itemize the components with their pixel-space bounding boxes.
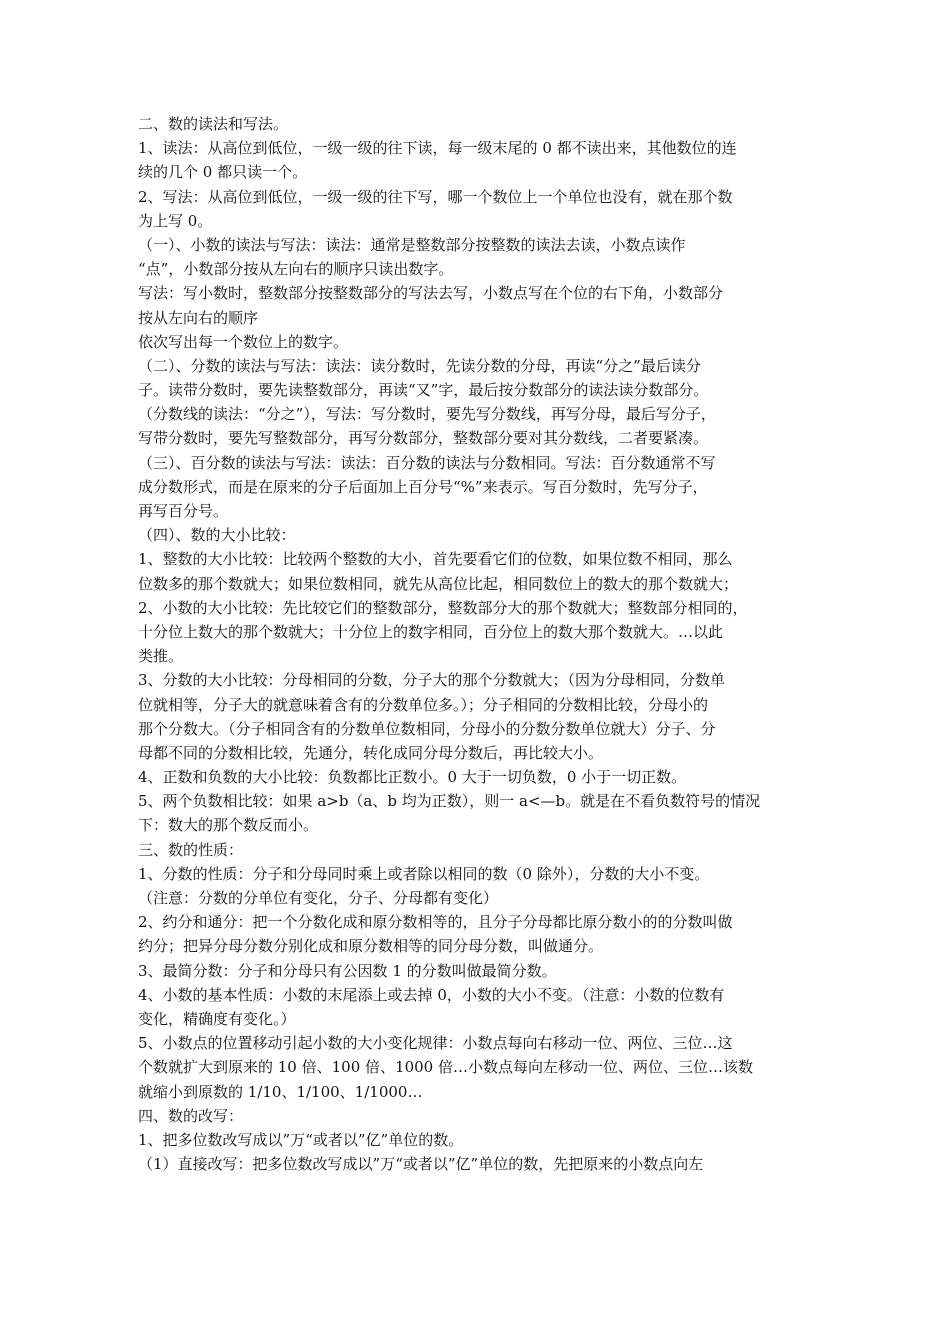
text-line: 成分数形式，而是在原来的分子后面加上百分号“%”来表示。写百分数时，先写分子， xyxy=(138,477,708,496)
text-line: 再写百分号。 xyxy=(138,502,229,520)
text-line: 3、最简分数：分子和分母只有公因数 1 的分数叫做最简分数。 xyxy=(138,961,557,980)
document-body xyxy=(138,112,828,1176)
text-line: 母都不同的分数相比较，先通分，转化成同分母分数后，再比较大小。 xyxy=(138,743,604,762)
text-line: 4、正数和负数的大小比较：负数都比正数小。0 大于一切负数，0 小于一切正数。 xyxy=(138,768,687,787)
text-line: 1、把多位数改写成以”万“或者以”亿”单位的数。 xyxy=(138,1130,464,1149)
text-line: （四）、数的大小比较： xyxy=(138,526,296,545)
text-line: 5、两个负数相比较：如果 a>b（a、b 均为正数），则一 a<—b。就是在不看负数符号的情况 xyxy=(138,792,761,811)
text-line: 2、写法：从高位到低位，一级一级的往下写，哪一个数位上一个单位也没有，就在那个数 xyxy=(138,187,733,206)
text-line: 2、约分和通分：把一个分数化成和原分数相等的，且分子分母都比原分数小的的分数叫做 xyxy=(138,913,733,932)
text-line: 为上写 0。 xyxy=(138,211,213,230)
text-line: 三、数的性质： xyxy=(138,840,244,859)
text-line: 1、读法：从高位到低位，一级一级的往下读，每一级末尾的 0 都不读出来，其他数位的连 xyxy=(138,139,737,158)
text-line: 4、小数的基本性质：小数的末尾添上或去掉 0，小数的大小不变。（注意：小数的位数有 xyxy=(138,985,725,1004)
text-line: 3、分数的大小比较：分母相同的分数，分子大的那个分数就大；（因为分母相同，分数单 xyxy=(138,671,726,690)
text-line: 5、小数点的位置移动引起小数的大小变化规律：小数点每向右移动一位、两位、三位…这 xyxy=(138,1034,733,1053)
text-line: 写带分数时，要先写整数部分，再写分数部分，整数部分要对其分数线，二者要紧凑。 xyxy=(138,429,709,448)
text-line: 位就相等，分子大的就意味着含有的分数单位多。）；分子相同的分数相比较，分母小的 xyxy=(138,695,709,714)
text-line: 2、小数的大小比较：先比较它们的整数部分，整数部分大的那个数就大；整数部分相同的， xyxy=(138,598,748,617)
text-line: （二）、分数的读法与写法：读法：读分数时，先读分数的分母，再读“分之”最后读分 xyxy=(138,356,701,375)
text-line: 1、分数的性质：分子和分母同时乘上或者除以相同的数（0 除外），分数的大小不变。 xyxy=(138,864,710,883)
text-line: （三）、百分数的读法与写法：读法：百分数的读法与分数相同。写法：百分数通常不写 xyxy=(138,453,716,472)
text-line: 子。读带分数时，要先读整数部分，再读“又”字，最后按分数部分的读法读分数部分。 xyxy=(138,381,709,400)
text-line: 续的几个 0 都只读一个。 xyxy=(138,163,308,182)
text-line: （注意：分数的分单位有变化，分子、分母都有变化） xyxy=(138,889,499,907)
text-line: 四、数的改写： xyxy=(138,1106,244,1125)
text-line: 十分位上数大的那个数就大；十分位上的数字相同，百分位上的数大那个数就大。…以此 xyxy=(138,622,724,641)
text-line: 写法：写小数时，整数部分按整数部分的写法去写，小数点写在个位的右下角，小数部分 xyxy=(138,284,724,303)
text-line: “点”，小数部分按从左向右的顺序只读出数字。 xyxy=(138,260,454,279)
text-line: （1）直接改写：把多位数改写成以”万“或者以”亿”单位的数，先把原来的小数点向左 xyxy=(138,1155,704,1174)
text-line: 1、整数的大小比较：比较两个整数的大小，首先要看它们的位数，如果位数不相同，那么 xyxy=(138,550,733,569)
text-line: 类推。 xyxy=(138,647,184,666)
text-line: 下：数大的那个数反而小。 xyxy=(138,816,319,835)
text-line: 位数多的那个数就大；如果位数相同，就先从高位比起，相同数位上的数大的那个数就大； xyxy=(138,574,739,593)
text-line: （一）、小数的读法与写法：读法：通常是整数部分按整数的读法去读，小数点读作 xyxy=(138,235,686,254)
text-line: 二、数的读法和写法。 xyxy=(138,115,289,133)
text-line: （分数线的读法：“分之”），写法：写分数时，要先写分数线，再写分母，最后写分子， xyxy=(138,405,716,424)
text-line: 个数就扩大到原来的 10 倍、100 倍、1000 倍…小数点每向左移动一位、两位、三位…该数 xyxy=(138,1058,753,1077)
text-line: 按从左向右的顺序 xyxy=(138,308,259,327)
text-line: 依次写出每一个数位上的数字。 xyxy=(138,332,349,351)
text-line: 约分；把异分母分数分别化成和原分数相等的同分母分数，叫做通分。 xyxy=(138,937,604,956)
text-line: 就缩小到原数的 1/10、1/100、1/1000… xyxy=(138,1082,423,1101)
text-line: 变化，精确度有变化。） xyxy=(138,1009,296,1028)
text-line: 那个分数大。（分子相同含有的分数单位数相同，分母小的分数分数单位就大）分子、分 xyxy=(138,719,716,738)
